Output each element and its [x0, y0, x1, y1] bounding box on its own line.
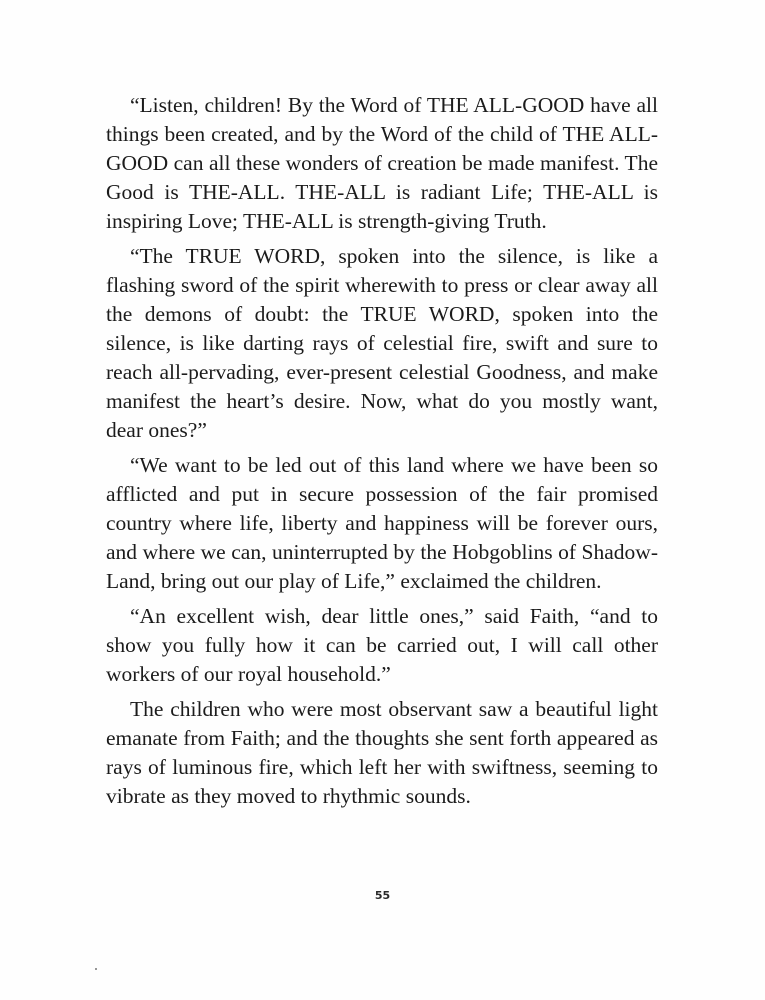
paragraph-faith-reply: “An excellent wish, dear little ones,” said Faith, “and to show you fully how it can be carried out, I will call other workers of our royal household.” [106, 604, 658, 686]
paragraph-luminous-fire: The children who were most observant saw a beautiful light emanate from Faith; and the thoughts she sent forth appeared as rays of luminous fire, which left her with swiftness, seeming to vibrate as they moved to rhythmic sounds. [106, 697, 658, 808]
paragraph-true-word: “The TRUE WORD, spoken into the silence, is like a flashing sword of the spirit wherewith to press or clear away all the demons of doubt: the TRUE WORD, spoken into the silence, is like darting rays of celestial fire, swift and sure to reach all-pervading, ever-present celestial Goodness, and make manifest the heart’s desire. Now, what do you mostly want, dear ones?” [106, 244, 658, 442]
paragraph-children-reply: “We want to be led out of this land where we have been so afflicted and put in secure possession of the fair promised country where life, liberty and happiness will be forever ours, and where we can, uninterrupted by the Hobgoblins of Shadow-Land, bring out our play of Life,” exclaimed the children. [106, 453, 658, 593]
body-text [106, 91, 658, 817]
paragraph-listen-children: “Listen, children! By the Word of THE ALL-GOOD have all things been created, and by the Word of the child of THE ALL-GOOD can all these wonders of creation be made manifest. The Good is THE-ALL. THE-ALL is radiant Life; THE-ALL is inspiring Love; THE-ALL is strength-giving Truth. [106, 93, 658, 233]
page-number: 55 [374, 889, 391, 902]
paper-speck [95, 968, 97, 970]
